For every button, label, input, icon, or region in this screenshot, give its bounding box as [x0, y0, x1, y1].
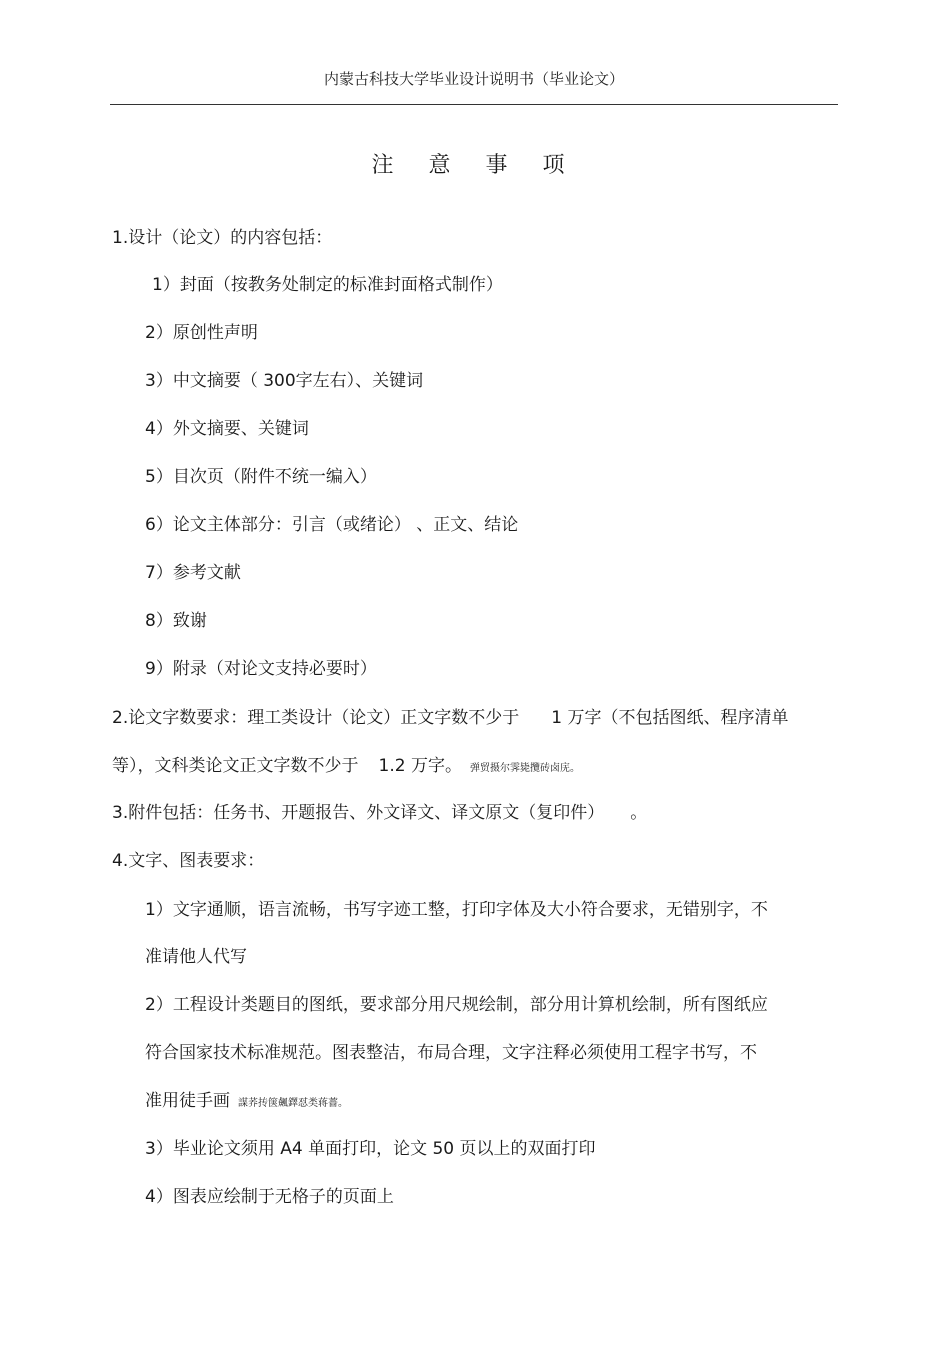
list-item: 1）文字通顺，语言流畅，书写字迹工整，打印字体及大小符合要求，无错别字，不 [145, 900, 768, 920]
section-3-end: 。 [630, 803, 648, 823]
list-item: 2）原创性声明 [145, 323, 258, 343]
list-item: 9）附录（对论文支持必要时） [145, 659, 377, 679]
list-item: 4）图表应绘制于无格子的页面上 [145, 1187, 394, 1207]
running-header: 内蒙古科技大学毕业设计说明书（毕业论文） [323, 70, 624, 88]
list-item: 3）毕业论文须用 A4 单面打印，论文 50 页以上的双面打印 [145, 1139, 596, 1159]
list-item: 6）论文主体部分：引言（或绪论） 、正文、结论 [145, 515, 519, 535]
section-2-line-2 [112, 754, 580, 781]
section-2-text: 等），文科类论文正文字数不少于 [112, 756, 359, 776]
garbled-note: 謀荞抟箧飆鐸怼类蒋薔。 [238, 1098, 348, 1109]
section-4-heading: 4.文字、图表要求： [112, 851, 265, 871]
list-item: 8）致谢 [145, 611, 207, 631]
list-item [145, 1089, 348, 1116]
garbled-note: 弹贸摄尔霁毙攬砖卤庑。 [469, 763, 580, 774]
list-item: 1）封面（按教务处制定的标准封面格式制作） [152, 275, 503, 295]
section-2-text: 1.2 万字。 [378, 756, 462, 776]
list-item: 3）中文摘要（ 300字左右）、关键词 [145, 371, 424, 391]
section-2-text: 1 万字（不包括图纸、程序清单 [551, 708, 789, 728]
list-item: 准请他人代写 [145, 947, 247, 967]
section-3 [112, 801, 647, 825]
list-item: 7）参考文献 [145, 563, 241, 583]
list-item: 2）工程设计类题目的图纸，要求部分用尺规绘制，部分用计算机绘制，所有图纸应 [145, 995, 768, 1015]
list-item: 4）外文摘要、关键词 [145, 419, 309, 439]
list-item: 5）目次页（附件不统一编入） [145, 467, 377, 487]
list-item: 符合国家技术标准规范。图表整洁，布局合理，文字注释必须使用工程字书写，不 [145, 1043, 757, 1063]
section-2-text: 2.论文字数要求：理工类设计（论文）正文字数不少于 [112, 708, 520, 728]
list-item-text: 准用徒手画 [145, 1091, 230, 1111]
page-title: 注 意 事 项 [371, 153, 579, 178]
section-1-heading: 1.设计（论文）的内容包括： [112, 228, 333, 248]
section-2-line-1 [112, 706, 788, 730]
section-3-text: 3.附件包括：任务书、开题报告、外文译文、译文原文（复印件） [112, 803, 605, 823]
header-rule [110, 104, 838, 105]
